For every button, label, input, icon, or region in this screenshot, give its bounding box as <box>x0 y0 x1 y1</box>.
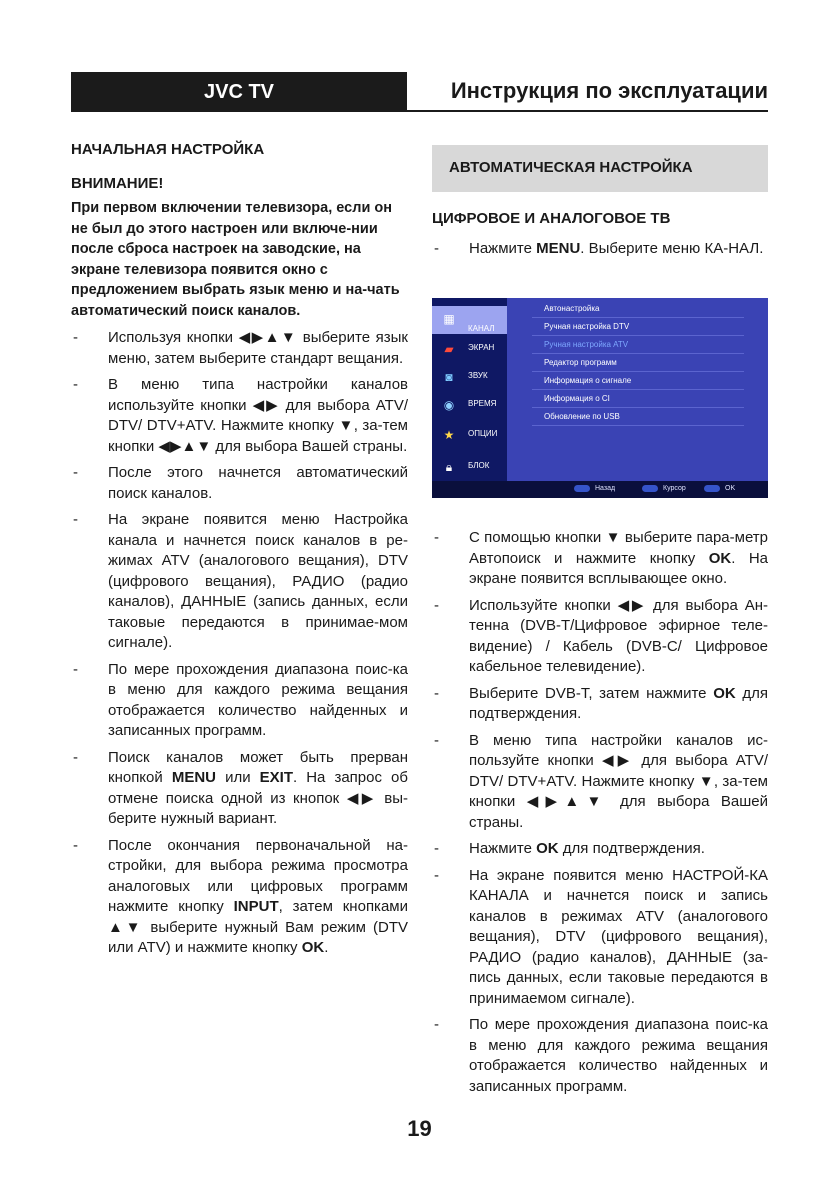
list-item: - На экране появится меню НАСТРОЙ-КА КАНАЛА и начнется поиск и запись каналов в режимах ATV (аналогового вещания), DTV (цифрового вещания), РАДИО (радио каналов), ДАННЫЕ (за-пись данных, если таковые передаются в принимаемом сигнале). <box>434 866 768 1007</box>
list-item: - Используя кнопки ◀▶▲▼ выберите язык меню, затем выберите стандарт вещания. <box>73 329 408 367</box>
list-item: - Поиск каналов может быть прерван кнопкой MENU или EXIT. На запрос об отмене поиска одной из кнопок ◀▶ вы-берите нужный вариант. <box>73 748 408 827</box>
brand-title: JVC TV <box>203 80 275 103</box>
star-icon: ★ <box>443 428 455 442</box>
brand-bar <box>71 72 407 112</box>
list-item: - Нажмите OK для подтверждения. <box>434 840 705 857</box>
tv-sidebar-item-channel: ▦ КАНАЛ <box>432 306 507 334</box>
sound-icon: ◙ <box>445 370 453 384</box>
lock-icon: 🔒︎ <box>445 459 453 474</box>
list-item: - Выберите DVB-T, затем нажмите OK для подтверждения. <box>434 684 768 722</box>
sub-heading: ЦИФРОВОЕ И АНАЛОГОВОЕ ТВ <box>432 210 671 227</box>
picture-icon: ▰ <box>444 342 454 356</box>
list-item: - В меню типа настройки каналов используйте кнопки ◀▶ для выбора ATV/ DTV/ DTV+ATV. Нажмите кнопку ▼, за-тем кнопки ◀▶▲▼ для выбора Вашей страны. <box>73 376 408 455</box>
ok-key-icon <box>704 485 720 492</box>
tv-menu-item: Редактор программ <box>532 354 744 372</box>
tv-footer-ok: OK <box>704 485 735 492</box>
attention-heading: ВНИМАНИЕ! <box>71 174 164 192</box>
list-item: - По мере прохождения диапазона поис-ка в меню для каждого режима вещания отображается количество найденных и записанных программ. <box>73 660 408 739</box>
left-column <box>71 140 408 959</box>
list-item: - В меню типа настройки каналов ис-пользуйте кнопки ◀▶ для выбора ATV/ DTV/ DTV+ATV. Нажмите кнопку ▼, за-тем кнопки ◀▶▲▼ для выбора Вашей страны. <box>434 731 768 831</box>
right-column <box>432 145 768 259</box>
page-number: 19 <box>407 1116 432 1141</box>
tv-menu-item: Информация о сигнале <box>532 372 744 390</box>
tv-sidebar-item-options: ★ ОПЦИИ <box>443 428 498 442</box>
tv-footer-cursor: Курсор <box>642 485 686 492</box>
tv-menu-item: Обновление по USB <box>532 408 744 426</box>
tv-sidebar-item-sound: ◙ ЗВУК <box>432 364 507 392</box>
tv-menu-footer <box>432 481 768 498</box>
tv-menu-item: Ручная настройка DTV <box>532 318 744 336</box>
document-title: Инструкция по эксплуатации <box>407 72 768 112</box>
list-item: - Используйте кнопки ◀▶ для выбора Ан-тенна (DVB-T/Цифровое эфирное теле-видение) / Кабель (DVB-C/ Цифровое кабельное телевидение). <box>434 596 768 675</box>
list-item: - С помощью кнопки ▼ выберите пара-метр Автопоиск и нажмите кнопку OK. На экране появится всплывающее окно. <box>434 529 768 587</box>
tv-footer-back: Назад <box>574 485 615 492</box>
boxed-heading: АВТОМАТИЧЕСКАЯ НАСТРОЙКА <box>432 145 768 192</box>
tv-sidebar-item-lock: 🔒︎ БЛОК <box>432 454 507 482</box>
list-item: - На экране появится меню Настройка канала и начнется поиск каналов в ре-жимах ATV (аналогового вещания), DTV (цифрового вещания), РАДИО (радио каналов), ДАННЫЕ (запись данных, если таковые передаются в принимае-мом сигнале). <box>73 511 408 651</box>
tv-menu-item: Автонастройка <box>532 300 744 318</box>
list-item: - По мере прохождения диапазона поис-ка в меню для каждого режима вещания отображается количество найденных и записанных программ. <box>434 1016 768 1095</box>
list-item: - После этого начнется автоматический поиск каналов. <box>73 464 408 502</box>
channel-icon: ▦ <box>443 312 455 326</box>
cursor-key-icon <box>642 485 658 492</box>
tv-sidebar-item-picture: ▰ ЭКРАН <box>432 336 507 364</box>
tv-menu-sidebar <box>432 298 507 481</box>
intro-paragraph: При первом включении телевизора, если он не был до этого настроен или включе-нии после сброса настроек на заводские, на экране телевизора появится окно с предложением выбрать язык меню и на-чать автоматический поиск каналов. <box>71 200 400 319</box>
tv-menu-list <box>532 300 744 426</box>
back-key-icon <box>574 485 590 492</box>
tv-menu-item: Информация о CI <box>532 390 744 408</box>
tv-menu-screenshot <box>432 298 768 498</box>
list-item: - Нажмите MENU. Выберите меню КА-НАЛ. <box>434 239 764 257</box>
right-column-list <box>432 528 768 1097</box>
clock-icon: ◉ <box>443 398 455 412</box>
tv-sidebar-item-time: ◉ ВРЕМЯ <box>443 398 497 412</box>
section-heading: НАЧАЛЬНАЯ НАСТРОЙКА <box>71 141 265 158</box>
list-item: - После окончания первоначальной на-стройки, для выбора режима просмотра аналоговых или цифровых программ нажмите кнопку INPUT, затем кнопками ▲▼ выберите нужный Вам режим (DTV или ATV) и нажмите кнопку OK. <box>73 836 408 956</box>
tv-menu-item-selected: Ручная настройка ATV <box>532 336 744 354</box>
